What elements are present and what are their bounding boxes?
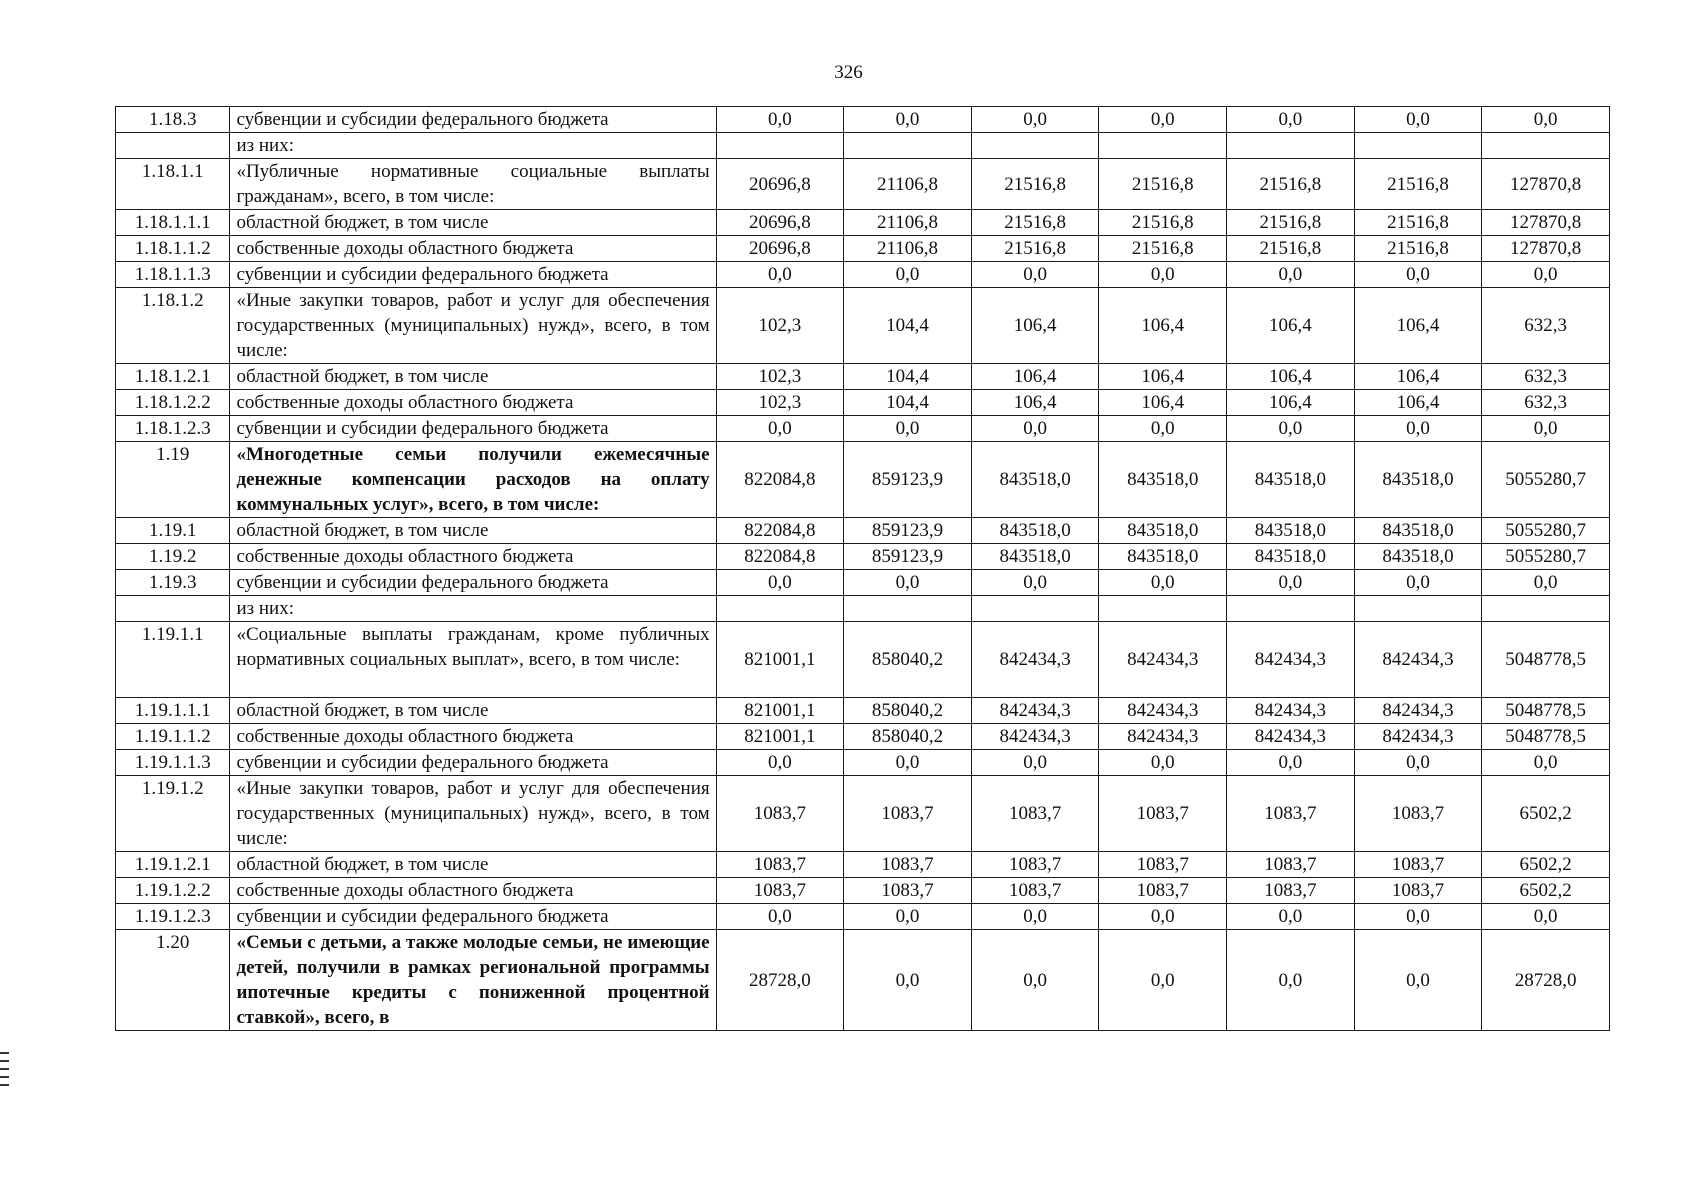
- value-cell: [1227, 596, 1355, 622]
- value-cell: 843518,0: [1354, 518, 1482, 544]
- table-row: [116, 442, 1610, 518]
- value-cell: 843518,0: [1099, 442, 1227, 518]
- table-row: [116, 159, 1610, 210]
- row-label: субвенции и субсидии федерального бюджета: [230, 416, 716, 442]
- value-cell: 1083,7: [1099, 878, 1227, 904]
- row-label: «Социальные выплаты гражданам, кроме публичных нормативных социальных выплат», всего, в том числе:: [230, 622, 716, 698]
- value-cell: 6502,2: [1482, 776, 1610, 852]
- value-cell: 0,0: [1354, 750, 1482, 776]
- value-cell: 821001,1: [716, 698, 844, 724]
- row-code: 1.19.3: [116, 570, 230, 596]
- value-cell: 0,0: [1227, 570, 1355, 596]
- value-cell: 822084,8: [716, 544, 844, 570]
- value-cell: 0,0: [716, 904, 844, 930]
- table-row: [116, 390, 1610, 416]
- value-cell: 843518,0: [971, 518, 1099, 544]
- row-code: 1.19.2: [116, 544, 230, 570]
- table-row: [116, 416, 1610, 442]
- value-cell: 1083,7: [716, 776, 844, 852]
- row-label: «Иные закупки товаров, работ и услуг для обеспечения государственных (муниципальных) нужд», всего, в том числе:: [230, 288, 716, 364]
- value-cell: 0,0: [844, 107, 972, 133]
- table-row: [116, 698, 1610, 724]
- value-cell: 843518,0: [971, 442, 1099, 518]
- value-cell: 858040,2: [844, 622, 972, 698]
- value-cell: 632,3: [1482, 364, 1610, 390]
- value-cell: 632,3: [1482, 288, 1610, 364]
- row-label: субвенции и субсидии федерального бюджета: [230, 262, 716, 288]
- row-code: 1.19.1.2: [116, 776, 230, 852]
- value-cell: 842434,3: [1354, 724, 1482, 750]
- value-cell: 842434,3: [1099, 724, 1227, 750]
- value-cell: 0,0: [1354, 904, 1482, 930]
- row-label: «Многодетные семьи получили ежемесячные денежные компенсации расходов на оплату коммунальных услуг», всего, в том числе:: [230, 442, 716, 518]
- value-cell: 6502,2: [1482, 878, 1610, 904]
- value-cell: [1227, 133, 1355, 159]
- value-cell: 21516,8: [1227, 236, 1355, 262]
- table-row: [116, 750, 1610, 776]
- value-cell: 0,0: [1099, 750, 1227, 776]
- value-cell: 106,4: [1099, 390, 1227, 416]
- value-cell: [1482, 133, 1610, 159]
- value-cell: 1083,7: [844, 776, 972, 852]
- value-cell: 1083,7: [971, 852, 1099, 878]
- value-cell: 0,0: [844, 750, 972, 776]
- value-cell: 843518,0: [1099, 518, 1227, 544]
- value-cell: 1083,7: [971, 776, 1099, 852]
- row-code: 1.18.1.1.3: [116, 262, 230, 288]
- binding-mark: [0, 1060, 9, 1062]
- row-code: 1.18.1.2: [116, 288, 230, 364]
- value-cell: 0,0: [1354, 262, 1482, 288]
- value-cell: 0,0: [844, 930, 972, 1031]
- value-cell: 21106,8: [844, 210, 972, 236]
- value-cell: 5055280,7: [1482, 442, 1610, 518]
- value-cell: 21106,8: [844, 159, 972, 210]
- value-cell: 5048778,5: [1482, 622, 1610, 698]
- value-cell: 0,0: [1099, 262, 1227, 288]
- value-cell: 1083,7: [1227, 776, 1355, 852]
- value-cell: 0,0: [971, 930, 1099, 1031]
- row-label: из них:: [230, 133, 716, 159]
- value-cell: 106,4: [1227, 364, 1355, 390]
- value-cell: 0,0: [1099, 107, 1227, 133]
- table-row: [116, 133, 1610, 159]
- value-cell: 0,0: [716, 416, 844, 442]
- value-cell: 0,0: [1227, 416, 1355, 442]
- value-cell: [844, 133, 972, 159]
- value-cell: 0,0: [971, 262, 1099, 288]
- value-cell: 843518,0: [971, 544, 1099, 570]
- value-cell: 0,0: [1482, 904, 1610, 930]
- row-code: 1.19.1.1.3: [116, 750, 230, 776]
- value-cell: 127870,8: [1482, 210, 1610, 236]
- row-label: областной бюджет, в том числе: [230, 364, 716, 390]
- value-cell: 106,4: [1227, 390, 1355, 416]
- value-cell: [1099, 596, 1227, 622]
- value-cell: 0,0: [716, 570, 844, 596]
- table-row: [116, 930, 1610, 1031]
- value-cell: 843518,0: [1354, 544, 1482, 570]
- value-cell: 0,0: [971, 750, 1099, 776]
- value-cell: 0,0: [1227, 904, 1355, 930]
- value-cell: 28728,0: [716, 930, 844, 1031]
- row-label: областной бюджет, в том числе: [230, 210, 716, 236]
- row-label: субвенции и субсидии федерального бюджета: [230, 904, 716, 930]
- table-row: [116, 878, 1610, 904]
- table-row: [116, 904, 1610, 930]
- value-cell: 842434,3: [1227, 698, 1355, 724]
- value-cell: 859123,9: [844, 544, 972, 570]
- value-cell: 842434,3: [1227, 724, 1355, 750]
- budget-table: [115, 106, 1610, 1031]
- table-row: [116, 262, 1610, 288]
- value-cell: 843518,0: [1227, 442, 1355, 518]
- value-cell: [971, 596, 1099, 622]
- value-cell: 843518,0: [1354, 442, 1482, 518]
- value-cell: 5048778,5: [1482, 698, 1610, 724]
- value-cell: 0,0: [971, 107, 1099, 133]
- value-cell: 106,4: [1354, 288, 1482, 364]
- row-code: 1.19.1.2.1: [116, 852, 230, 878]
- value-cell: 842434,3: [971, 724, 1099, 750]
- value-cell: 102,3: [716, 364, 844, 390]
- value-cell: 822084,8: [716, 442, 844, 518]
- table-row: [116, 622, 1610, 698]
- value-cell: 0,0: [1099, 416, 1227, 442]
- value-cell: 0,0: [1354, 107, 1482, 133]
- value-cell: 21106,8: [844, 236, 972, 262]
- value-cell: 843518,0: [1099, 544, 1227, 570]
- value-cell: 1083,7: [844, 878, 972, 904]
- value-cell: 1083,7: [1354, 878, 1482, 904]
- value-cell: 104,4: [844, 288, 972, 364]
- row-label: субвенции и субсидии федерального бюджета: [230, 107, 716, 133]
- row-label: собственные доходы областного бюджета: [230, 878, 716, 904]
- row-label: «Публичные нормативные социальные выплаты гражданам», всего, в том числе:: [230, 159, 716, 210]
- table-row: [116, 776, 1610, 852]
- value-cell: 843518,0: [1227, 544, 1355, 570]
- row-code: 1.19.1.1.2: [116, 724, 230, 750]
- value-cell: 21516,8: [971, 236, 1099, 262]
- binding-mark: [0, 1076, 9, 1078]
- row-code: 1.18.1.1.2: [116, 236, 230, 262]
- table-row: [116, 288, 1610, 364]
- row-label: областной бюджет, в том числе: [230, 852, 716, 878]
- value-cell: 20696,8: [716, 236, 844, 262]
- table-row: [116, 544, 1610, 570]
- value-cell: 821001,1: [716, 724, 844, 750]
- row-code: 1.19.1: [116, 518, 230, 544]
- value-cell: 859123,9: [844, 442, 972, 518]
- binding-mark: [0, 1052, 9, 1054]
- value-cell: 5055280,7: [1482, 544, 1610, 570]
- value-cell: [1354, 133, 1482, 159]
- value-cell: 842434,3: [1099, 698, 1227, 724]
- row-label: собственные доходы областного бюджета: [230, 390, 716, 416]
- value-cell: 843518,0: [1227, 518, 1355, 544]
- row-code: 1.19.1.1.1: [116, 698, 230, 724]
- value-cell: 21516,8: [1099, 236, 1227, 262]
- value-cell: 858040,2: [844, 724, 972, 750]
- value-cell: 106,4: [1099, 288, 1227, 364]
- row-code: 1.18.1.2.3: [116, 416, 230, 442]
- value-cell: 0,0: [1227, 107, 1355, 133]
- value-cell: 1083,7: [1227, 852, 1355, 878]
- value-cell: 1083,7: [1099, 852, 1227, 878]
- value-cell: 127870,8: [1482, 236, 1610, 262]
- value-cell: 5048778,5: [1482, 724, 1610, 750]
- value-cell: 21516,8: [1354, 210, 1482, 236]
- value-cell: 0,0: [1099, 904, 1227, 930]
- row-code: 1.19.1.1: [116, 622, 230, 698]
- value-cell: 21516,8: [1099, 159, 1227, 210]
- value-cell: 6502,2: [1482, 852, 1610, 878]
- row-code: 1.19: [116, 442, 230, 518]
- row-code: [116, 133, 230, 159]
- value-cell: 0,0: [1099, 570, 1227, 596]
- value-cell: 1083,7: [1354, 776, 1482, 852]
- table-row: [116, 596, 1610, 622]
- value-cell: 1083,7: [716, 878, 844, 904]
- table-row: [116, 724, 1610, 750]
- value-cell: 102,3: [716, 390, 844, 416]
- value-cell: [1482, 596, 1610, 622]
- value-cell: [716, 133, 844, 159]
- value-cell: 106,4: [1099, 364, 1227, 390]
- value-cell: 842434,3: [971, 698, 1099, 724]
- value-cell: 106,4: [971, 390, 1099, 416]
- row-code: 1.19.1.2.2: [116, 878, 230, 904]
- row-code: 1.18.3: [116, 107, 230, 133]
- value-cell: 0,0: [844, 904, 972, 930]
- value-cell: 0,0: [1099, 930, 1227, 1031]
- row-code: 1.18.1.2.2: [116, 390, 230, 416]
- value-cell: 632,3: [1482, 390, 1610, 416]
- value-cell: 106,4: [1354, 364, 1482, 390]
- value-cell: 0,0: [1482, 750, 1610, 776]
- row-code: [116, 596, 230, 622]
- row-label: субвенции и субсидии федерального бюджета: [230, 570, 716, 596]
- value-cell: 5055280,7: [1482, 518, 1610, 544]
- value-cell: 0,0: [971, 904, 1099, 930]
- value-cell: 102,3: [716, 288, 844, 364]
- value-cell: 0,0: [1227, 262, 1355, 288]
- value-cell: 1083,7: [1227, 878, 1355, 904]
- value-cell: 127870,8: [1482, 159, 1610, 210]
- row-label: собственные доходы областного бюджета: [230, 724, 716, 750]
- value-cell: 0,0: [716, 262, 844, 288]
- value-cell: 21516,8: [1227, 210, 1355, 236]
- row-label: из них:: [230, 596, 716, 622]
- row-label: собственные доходы областного бюджета: [230, 236, 716, 262]
- value-cell: 842434,3: [1227, 622, 1355, 698]
- value-cell: 1083,7: [1354, 852, 1482, 878]
- value-cell: [716, 596, 844, 622]
- binding-mark: [0, 1084, 9, 1086]
- value-cell: 21516,8: [1227, 159, 1355, 210]
- value-cell: 106,4: [971, 364, 1099, 390]
- row-code: 1.19.1.2.3: [116, 904, 230, 930]
- row-code: 1.18.1.1: [116, 159, 230, 210]
- value-cell: 106,4: [1227, 288, 1355, 364]
- value-cell: 1083,7: [716, 852, 844, 878]
- value-cell: 21516,8: [971, 159, 1099, 210]
- value-cell: 0,0: [1354, 416, 1482, 442]
- value-cell: [1354, 596, 1482, 622]
- value-cell: 0,0: [971, 570, 1099, 596]
- value-cell: 842434,3: [1099, 622, 1227, 698]
- value-cell: 21516,8: [971, 210, 1099, 236]
- table-body: [116, 107, 1610, 1031]
- row-label: областной бюджет, в том числе: [230, 518, 716, 544]
- table-row: [116, 570, 1610, 596]
- page-number: 326: [834, 62, 863, 83]
- value-cell: 104,4: [844, 364, 972, 390]
- value-cell: 0,0: [1227, 750, 1355, 776]
- value-cell: 106,4: [1354, 390, 1482, 416]
- value-cell: 0,0: [1354, 570, 1482, 596]
- value-cell: 0,0: [971, 416, 1099, 442]
- value-cell: 822084,8: [716, 518, 844, 544]
- binding-mark: [0, 1068, 9, 1070]
- value-cell: 21516,8: [1354, 159, 1482, 210]
- table-row: [116, 364, 1610, 390]
- row-code: 1.18.1.1.1: [116, 210, 230, 236]
- table-row: [116, 210, 1610, 236]
- value-cell: 0,0: [1482, 107, 1610, 133]
- value-cell: 0,0: [844, 262, 972, 288]
- value-cell: 28728,0: [1482, 930, 1610, 1031]
- row-label: субвенции и субсидии федерального бюджета: [230, 750, 716, 776]
- value-cell: 20696,8: [716, 159, 844, 210]
- value-cell: 858040,2: [844, 698, 972, 724]
- value-cell: [1099, 133, 1227, 159]
- value-cell: 842434,3: [1354, 622, 1482, 698]
- value-cell: 842434,3: [971, 622, 1099, 698]
- value-cell: 1083,7: [844, 852, 972, 878]
- value-cell: 821001,1: [716, 622, 844, 698]
- value-cell: 1083,7: [971, 878, 1099, 904]
- table-row: [116, 107, 1610, 133]
- row-code: 1.20: [116, 930, 230, 1031]
- value-cell: 0,0: [1227, 930, 1355, 1031]
- value-cell: 104,4: [844, 390, 972, 416]
- row-label: «Семьи с детьми, а также молодые семьи, не имеющие детей, получили в рамках региональной программы ипотечные кредиты с пониженной процентной ставкой», всего, в: [230, 930, 716, 1031]
- value-cell: 842434,3: [1354, 698, 1482, 724]
- value-cell: 106,4: [971, 288, 1099, 364]
- value-cell: 21516,8: [1099, 210, 1227, 236]
- value-cell: 0,0: [1482, 262, 1610, 288]
- value-cell: 0,0: [844, 570, 972, 596]
- value-cell: 20696,8: [716, 210, 844, 236]
- value-cell: [971, 133, 1099, 159]
- row-code: 1.18.1.2.1: [116, 364, 230, 390]
- value-cell: 1083,7: [1099, 776, 1227, 852]
- value-cell: 0,0: [1482, 416, 1610, 442]
- row-label: «Иные закупки товаров, работ и услуг для обеспечения государственных (муниципальных) нужд», всего, в том числе:: [230, 776, 716, 852]
- value-cell: 21516,8: [1354, 236, 1482, 262]
- value-cell: 0,0: [844, 416, 972, 442]
- value-cell: 0,0: [716, 107, 844, 133]
- value-cell: 0,0: [1482, 570, 1610, 596]
- table-row: [116, 518, 1610, 544]
- row-label: областной бюджет, в том числе: [230, 698, 716, 724]
- value-cell: 859123,9: [844, 518, 972, 544]
- value-cell: 0,0: [716, 750, 844, 776]
- table-row: [116, 852, 1610, 878]
- row-label: собственные доходы областного бюджета: [230, 544, 716, 570]
- value-cell: 0,0: [1354, 930, 1482, 1031]
- value-cell: [844, 596, 972, 622]
- table-row: [116, 236, 1610, 262]
